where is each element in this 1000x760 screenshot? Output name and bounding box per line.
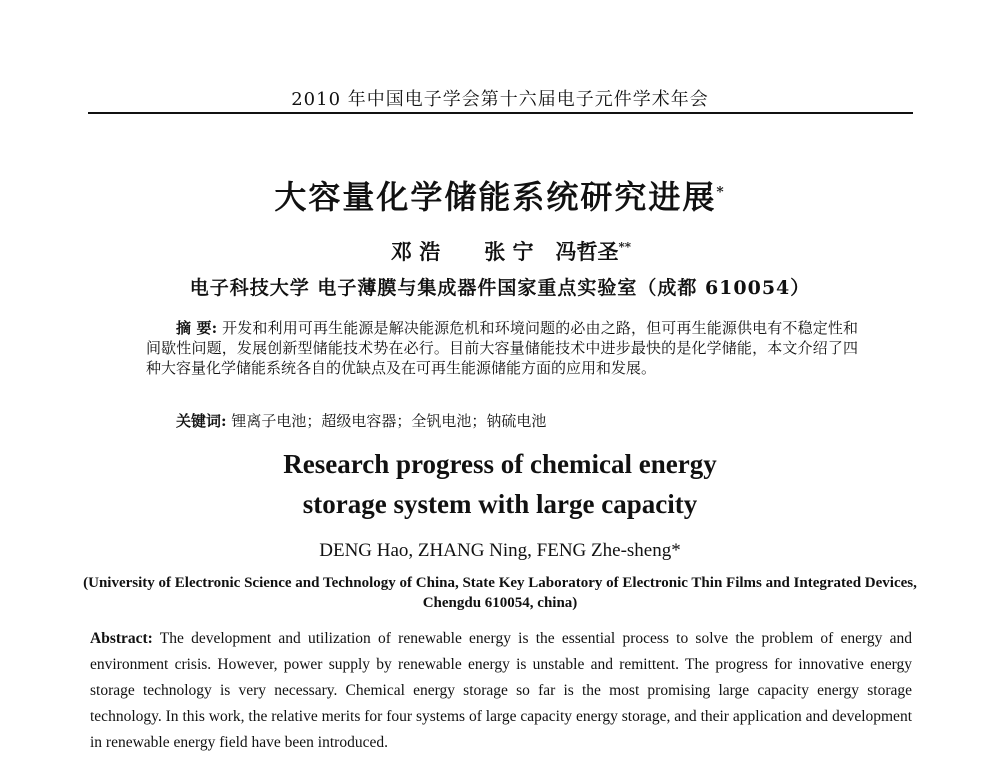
abstract-en-text: The development and utilization of renewable energy is the essential process to solve the problem of energy and environment crisis. However, power supply by renewable energy is unstable and remittent. The progress for innovative energy storage technology is very necessary. Chemical energy storage so far is the most promising large capacity energy storage technology. In this work, the relative merits for four systems of large capacity energy storage, and their application and development in renewable energy field have been introduced. xyxy=(90,630,912,751)
authors-chinese xyxy=(0,236,1000,266)
author-cn-3 xyxy=(556,239,632,264)
title-english-line-2: storage system with large capacity xyxy=(302,489,698,519)
header-rule xyxy=(88,112,913,114)
keywords-cn-label: 关键词: xyxy=(176,412,227,430)
title-footnote-mark: * xyxy=(716,184,726,201)
keywords-chinese xyxy=(176,410,546,431)
abstract-en-label: Abstract: xyxy=(90,630,153,647)
affiliation-english: (University of Electronic Science and Technology of China, State Key Laboratory of Electronic Thin Films and Integrated Devices, Chengdu 610054, china) xyxy=(83,575,917,611)
abstract-cn-text: 开发和利用可再生能源是解决能源危机和环境问题的必由之路，但可再生能源供电有不稳定性和间歇性问题，发展创新型储能技术势在必行。目前大容量储能技术中进步最快的是化学储能，本文介绍了四种大容量化学储能系统各自的优缺点及在可再生能源储能方面的应用和发展。 xyxy=(146,319,858,377)
author-cn-1: 邓 浩 xyxy=(390,239,441,264)
abstract-english xyxy=(90,626,912,756)
conference-header: 2010 年中国电子学会第十六届电子元件学术年会 xyxy=(291,89,709,110)
author-footnote-mark: ** xyxy=(618,240,632,254)
abstract-chinese xyxy=(146,318,858,378)
title-chinese xyxy=(0,172,1000,218)
abstract-cn-label: 摘 要: xyxy=(176,319,218,337)
affiliation-chinese: 电子科技大学 电子薄膜与集成器件国家重点实验室（成都 610054） xyxy=(189,277,811,299)
title-english-line-1: Research progress of chemical energy xyxy=(283,449,717,479)
keywords-cn-text: 锂离子电池；超级电容器；全钒电池；钠硫电池 xyxy=(226,412,547,430)
author-cn-2: 张 宁 xyxy=(484,239,534,264)
author-cn-3-name: 冯哲圣 xyxy=(555,239,619,264)
title-chinese-text: 大容量化学储能系统研究进展 xyxy=(274,178,717,216)
authors-english: DENG Hao, ZHANG Ning, FENG Zhe-sheng* xyxy=(319,540,681,561)
